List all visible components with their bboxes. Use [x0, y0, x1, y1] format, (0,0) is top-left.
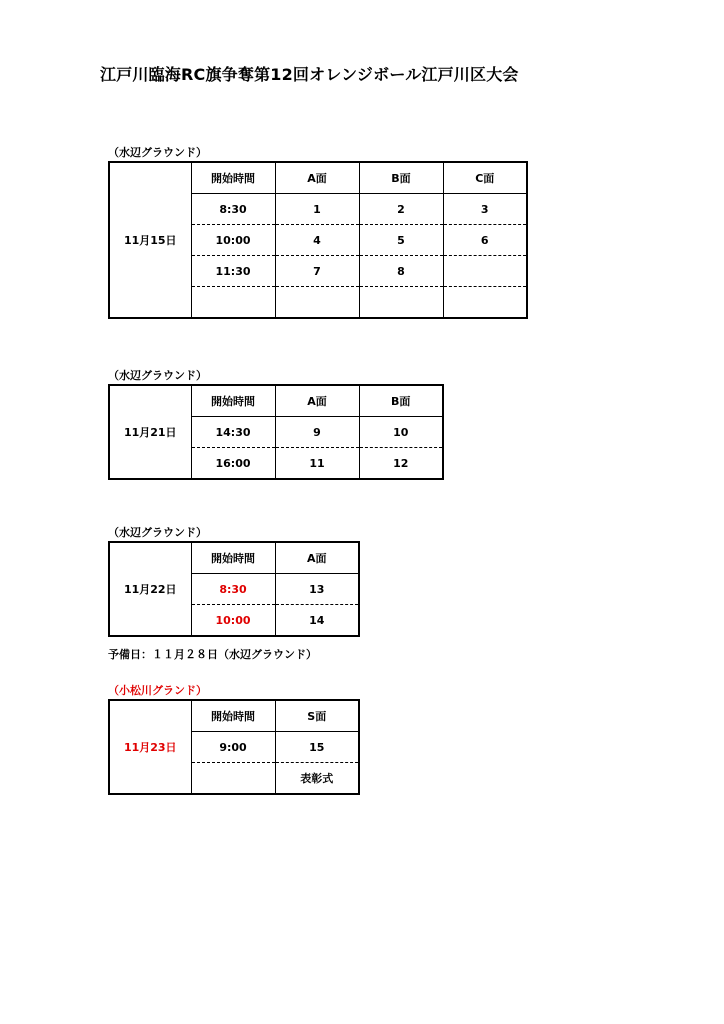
time-cell-highlighted: 8:30 [191, 574, 275, 605]
match-cell: 14 [275, 605, 359, 637]
match-cell [443, 287, 527, 319]
table-header-row [109, 700, 359, 732]
time-cell: 11:30 [191, 256, 275, 287]
time-cell [191, 287, 275, 319]
match-cell: 2 [359, 194, 443, 225]
match-cell [275, 287, 359, 319]
schedule-table [108, 161, 528, 319]
venue-label: （水辺グラウンド） [108, 526, 207, 539]
header-start-time: 開始時間 [191, 542, 275, 574]
table-header-row [109, 162, 527, 194]
header-court-s: S面 [275, 700, 359, 732]
time-cell: 16:00 [191, 448, 275, 480]
time-cell [191, 763, 275, 795]
header-court-a: A面 [275, 385, 359, 417]
header-start-time: 開始時間 [191, 162, 275, 194]
match-cell: 13 [275, 574, 359, 605]
time-cell: 8:30 [191, 194, 275, 225]
page-title: 江戸川臨海RC旗争奪第12回オレンジボール江戸川区大会 [100, 65, 519, 84]
schedule-block-nov22 [108, 526, 360, 637]
match-cell: 10 [359, 417, 443, 448]
match-cell: 6 [443, 225, 527, 256]
reserve-day-note: 予備日：１１月２８日（水辺グラウンド） [108, 648, 317, 661]
schedule-block-nov15 [108, 146, 528, 319]
date-cell-highlighted: 11月23日 [109, 700, 191, 794]
match-cell: 4 [275, 225, 359, 256]
match-cell: 8 [359, 256, 443, 287]
match-cell [359, 287, 443, 319]
venue-label: （小松川グランド） [108, 684, 207, 697]
schedule-block-nov21 [108, 369, 444, 480]
match-cell: 5 [359, 225, 443, 256]
match-cell: 7 [275, 256, 359, 287]
venue-label: （水辺グラウンド） [108, 146, 207, 159]
match-cell: 11 [275, 448, 359, 480]
date-cell: 11月22日 [109, 542, 191, 636]
time-cell: 10:00 [191, 225, 275, 256]
time-cell-highlighted: 10:00 [191, 605, 275, 637]
award-ceremony-cell: 表彰式 [275, 763, 359, 795]
header-court-b: B面 [359, 162, 443, 194]
match-cell [443, 256, 527, 287]
match-cell: 12 [359, 448, 443, 480]
table-header-row [109, 385, 443, 417]
match-cell: 9 [275, 417, 359, 448]
date-cell: 11月21日 [109, 385, 191, 479]
header-start-time: 開始時間 [191, 385, 275, 417]
header-start-time: 開始時間 [191, 700, 275, 732]
schedule-table [108, 541, 360, 637]
header-court-c: C面 [443, 162, 527, 194]
header-court-b: B面 [359, 385, 443, 417]
time-cell: 9:00 [191, 732, 275, 763]
time-cell: 14:30 [191, 417, 275, 448]
schedule-block-nov23 [108, 684, 360, 795]
header-court-a: A面 [275, 542, 359, 574]
header-court-a: A面 [275, 162, 359, 194]
match-cell: 3 [443, 194, 527, 225]
date-cell: 11月15日 [109, 162, 191, 318]
venue-label: （水辺グラウンド） [108, 369, 207, 382]
table-header-row [109, 542, 359, 574]
match-cell: 1 [275, 194, 359, 225]
match-cell: 15 [275, 732, 359, 763]
schedule-table [108, 699, 360, 795]
schedule-table [108, 384, 444, 480]
